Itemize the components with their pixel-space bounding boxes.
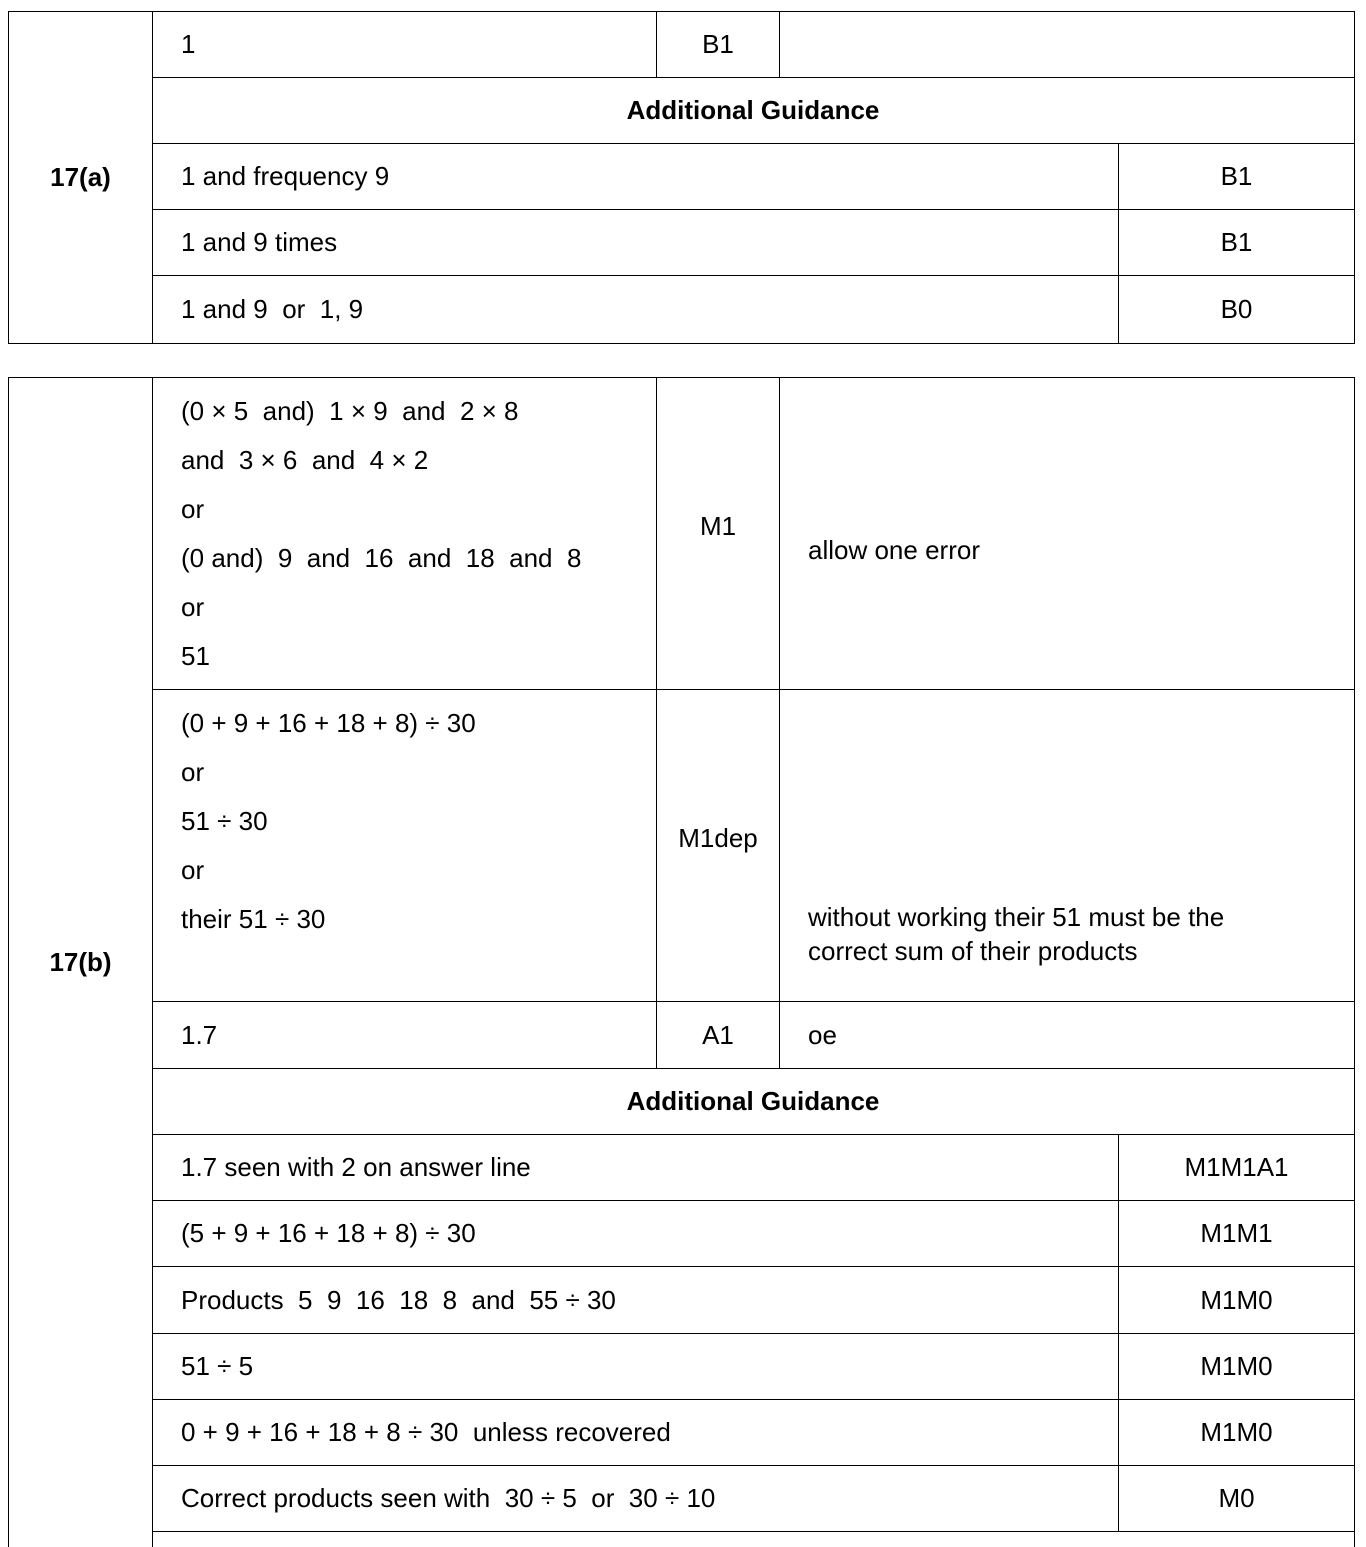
guidance-text: Products 5 9 16 18 8 and 55 ÷ 30 (152, 1267, 1119, 1333)
guidance-row (152, 1135, 1354, 1201)
guidance-mark: B1 (1220, 161, 1253, 191)
comment-line: without working their 51 must be the (808, 902, 1225, 932)
guidance-text: 51 ÷ 5 (152, 1334, 1119, 1399)
guidance-text: 1 and frequency 9 (152, 144, 1119, 209)
comment-cell (780, 12, 1354, 77)
guidance-row (152, 1267, 1354, 1334)
answer-line: or (181, 592, 205, 622)
mark-cell: B1 (657, 12, 780, 77)
guidance-text: (5 + 9 + 16 + 18 + 8) ÷ 30 (152, 1201, 1119, 1266)
answer-line: (0 × 5 and) 1 × 9 and 2 × 8 (181, 396, 519, 426)
comment-line: correct sum of their products (808, 936, 1138, 966)
guidance-mark: M1M0 (1200, 1417, 1273, 1447)
guidance-row (152, 1334, 1354, 1400)
mark-cell (657, 690, 780, 1001)
guidance-mark: B0 (1220, 294, 1253, 324)
mark-cell: A1 (657, 1002, 780, 1068)
answer-line: or (181, 757, 205, 787)
accuracy-row-a1 (152, 1002, 1354, 1069)
guidance-row (152, 144, 1354, 210)
comment-cell (780, 690, 1354, 1001)
guidance-heading: Additional Guidance (626, 1086, 880, 1116)
guidance-text: 1 and 9 or 1, 9 (152, 276, 1119, 343)
answer-line: or (181, 855, 205, 885)
mark-cell (657, 378, 780, 689)
comment-line: allow one error (808, 535, 980, 565)
guidance-row (152, 210, 1354, 276)
guidance-text: Correct products seen with 30 ÷ 5 or 30 ÷ 10 (152, 1466, 1119, 1531)
answer-line: (0 and) 9 and 16 and 18 and 8 (181, 543, 582, 573)
guidance-text: 1 and 9 times (152, 210, 1119, 275)
guidance-mark: M0 (1218, 1483, 1255, 1513)
question-number: 17(b) (9, 378, 153, 1547)
answer-line: 51 ÷ 30 (181, 806, 268, 836)
mark-value: M1dep (678, 823, 758, 853)
guidance-row (152, 1466, 1354, 1532)
guidance-heading-row (152, 1069, 1354, 1135)
question-number: 17(a) (9, 12, 153, 343)
comment-cell: oe (808, 1019, 837, 1050)
method-row-m1 (152, 378, 1354, 690)
guidance-mark: M1M0 (1200, 1351, 1273, 1381)
mark-scheme-table-17a (8, 11, 1355, 344)
answer-row (152, 12, 1354, 78)
mark-value: M1 (699, 511, 737, 541)
guidance-mark: M1M1A1 (1184, 1152, 1289, 1182)
method-row-m1dep (152, 690, 1354, 1002)
guidance-mark: M1M1 (1200, 1218, 1273, 1248)
answer-line: (0 + 9 + 16 + 18 + 8) ÷ 30 (181, 708, 476, 738)
guidance-row (152, 1400, 1354, 1466)
guidance-heading: Additional Guidance (626, 95, 880, 125)
guidance-row (152, 276, 1354, 343)
answer-cell: 1.7 (152, 1002, 657, 1068)
guidance-row (152, 1201, 1354, 1267)
guidance-mark: B1 (1220, 227, 1253, 257)
guidance-text: 0 + 9 + 16 + 18 + 8 ÷ 30 unless recovered (152, 1400, 1119, 1465)
answer-cell (152, 690, 657, 1001)
guidance-mark: M1M0 (1200, 1284, 1273, 1315)
guidance-text: 1.7 seen with 2 on answer line (152, 1135, 1119, 1200)
answer-line: or (181, 494, 205, 524)
answer-cell (152, 378, 657, 689)
answer-line: their 51 ÷ 30 (181, 904, 326, 934)
answer-cell: 1 (152, 12, 657, 77)
mark-scheme-table-17b (8, 377, 1355, 1547)
answer-line: and 3 × 6 and 4 × 2 (181, 445, 429, 475)
answer-line: 51 (181, 641, 210, 671)
comment-cell (780, 378, 1354, 689)
guidance-heading-row (152, 78, 1354, 144)
